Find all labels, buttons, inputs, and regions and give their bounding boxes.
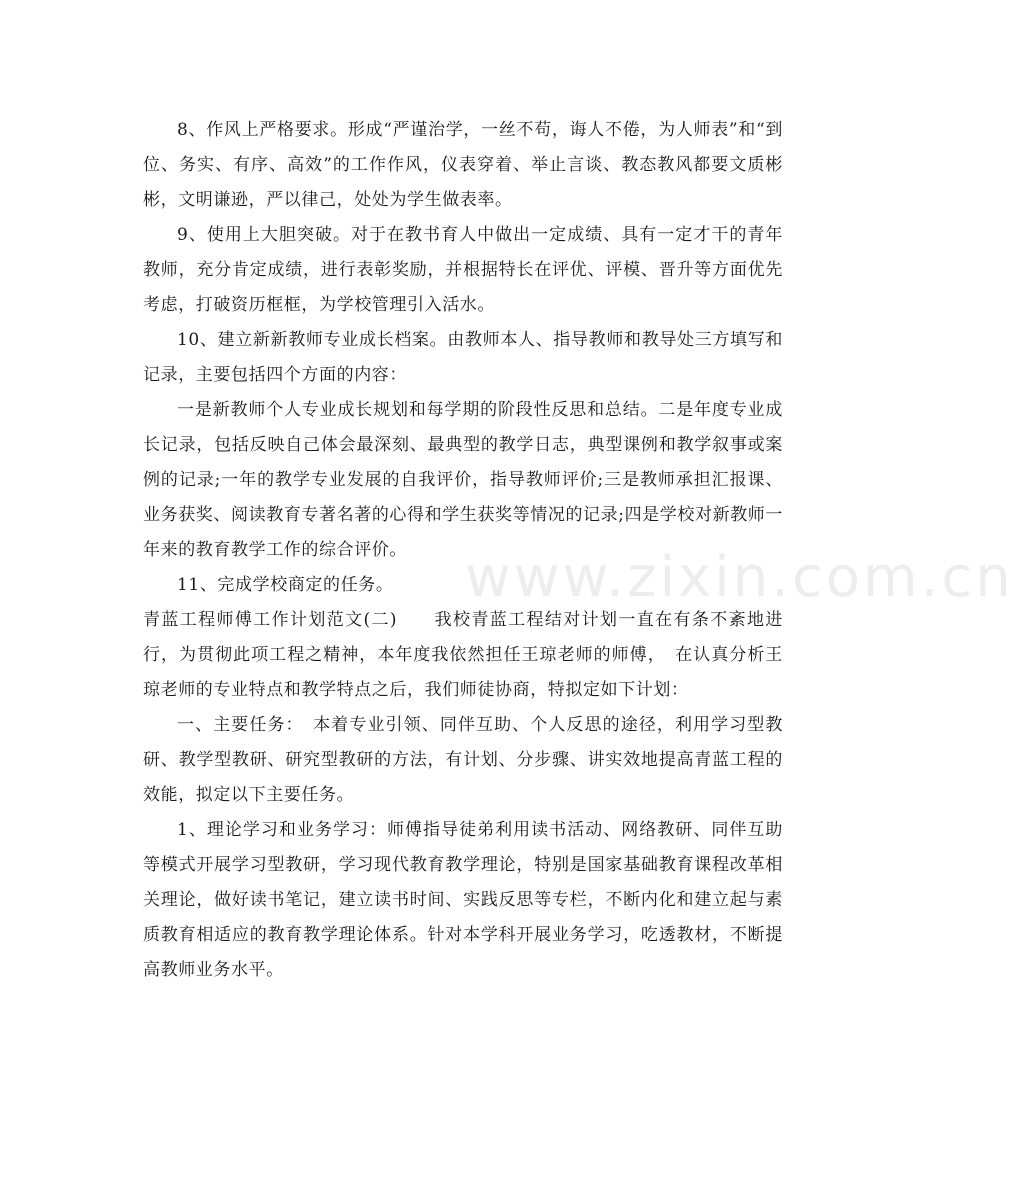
paragraph-plan-sample-two: 青蓝工程师傅工作计划范文(二) 我校青蓝工程结对计划一直在有条不紊地进行，为贯彻此项工程之精神，本年度我依然担任王琼老师的师傅， 在认真分析王琼老师的专业特点和教学特点之后，我们师徒协商，特拟定如下计划： xyxy=(143,610,783,700)
watermark: www.zixin.com.cn xyxy=(465,545,1014,610)
paragraph-main-tasks: 一、主要任务： 本着专业引领、同伴互助、个人反思的途径，利用学习型教研、教学型教研、研究型教研的方法，有计划、分步骤、讲实效地提高青蓝工程的效能，拟定以下主要任务。 xyxy=(143,715,783,805)
paragraph-archive-contents: 一是新教师个人专业成长规划和每学期的阶段性反思和总结。二是年度专业成长记录，包括反映自己体会最深刻、最典型的教学日志，典型课例和教学叙事或案例的记录;一年的教学专业发展的自我评价，指导教师评价;三是教师承担汇报课、业务获奖、阅读教育专著名著的心得和学生获奖等情况的记录;四是学校对新教师一年来的教育教学工作的综合评价。 xyxy=(143,400,783,560)
paragraph-theory-study: 1、理论学习和业务学习：师傅指导徒弟利用读书活动、网络教研、同伴互助等模式开展学习型教研，学习现代教育教学理论，特别是国家基础教育课程改革相关理论，做好读书笔记，建立读书时间、实践反思等专栏，不断内化和建立起与素质教育相适应的教育教学理论体系。针对本学科开展业务学习，吃透教材，不断提高教师业务水平。 xyxy=(143,820,783,980)
paragraph-11-complete-tasks: 11、完成学校商定的任务。 xyxy=(177,575,394,595)
paragraph-9-bold-breakthrough: 9、使用上大胆突破。对于在教书育人中做出一定成绩、具有一定才干的青年教师，充分肯定成绩，进行表彰奖励，并根据特长在评优、评模、晋升等方面优先考虑，打破资历框框，为学校管理引入活水。 xyxy=(143,225,783,315)
paragraph-10-growth-archive: 10、建立新新教师专业成长档案。由教师本人、指导教师和教导处三方填写和记录，主要包括四个方面的内容： xyxy=(143,330,783,385)
paragraph-8-style-requirements: 8、作风上严格要求。形成“严谨治学，一丝不苟，诲人不倦，为人师表”和“到位、务实、有序、高效”的工作作风，仪表穿着、举止言谈、教态教风都要文质彬彬，文明谦逊，严以律己，处处为学生做表率。 xyxy=(143,120,783,210)
document-body xyxy=(143,113,783,988)
